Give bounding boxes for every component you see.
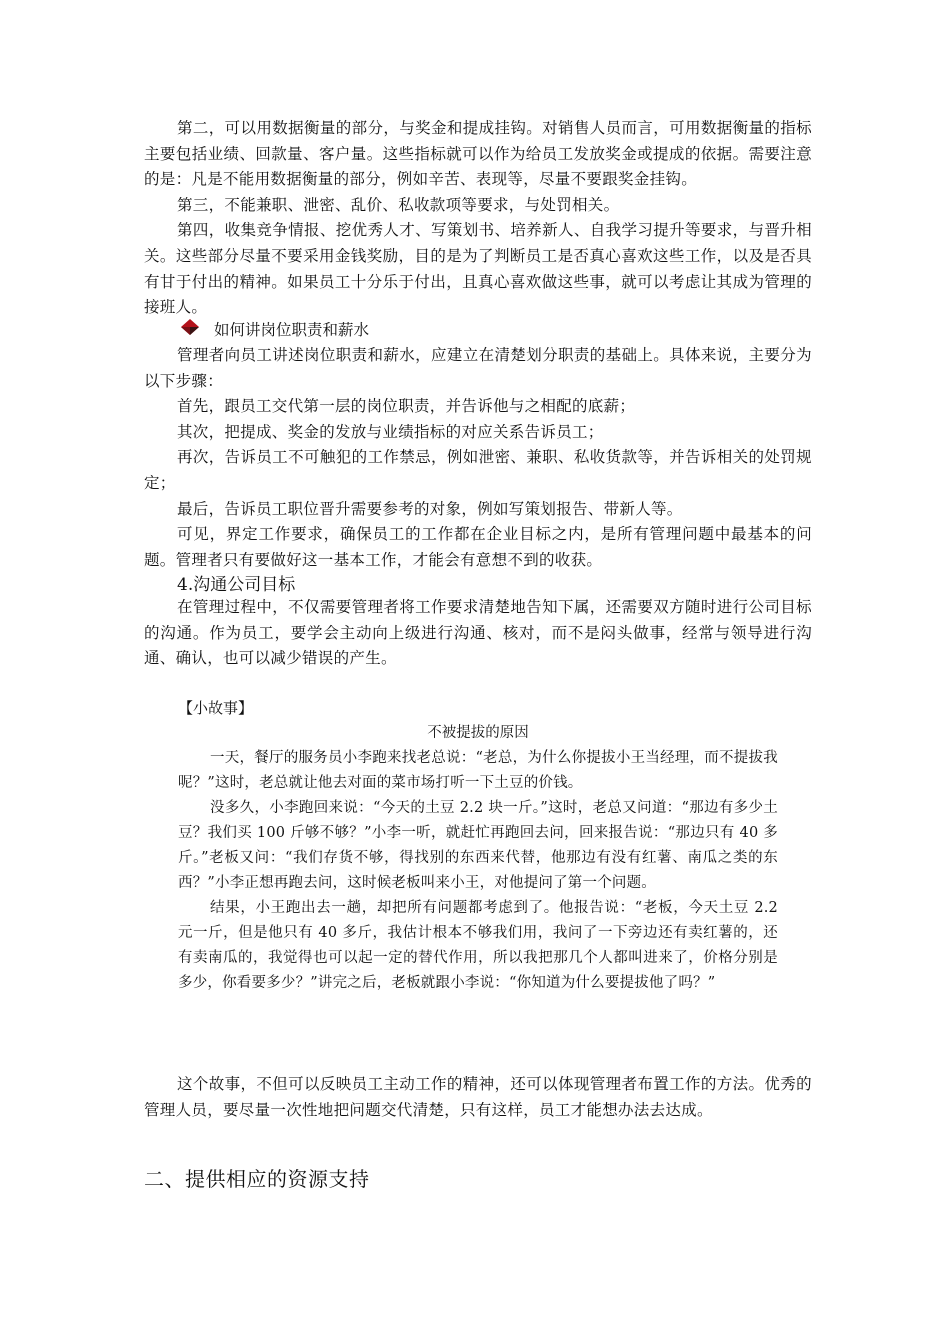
mid-paragraphs [144, 343, 812, 573]
story-paragraph-3: 结果，小王跑出去一趟，却把所有问题都考虑到了。他报告说：“老板，今天土豆 2.2 元一斤，但是他只有 40 多斤，我估计根本不够我们用，我问了一下旁边还有卖红薯的，还有卖南瓜的，我觉得也可以起一定的替代作用，所以我把那几个人都叫进来了，价格分别是多少，你看要多少？”讲完之后，老板就跟小李说：“你知道为什么要提拔他了吗？” [178, 900, 778, 991]
paragraph-step-last: 最后，告诉员工职位晋升需要参考的对象，例如写策划报告、带新人等。 [177, 499, 683, 518]
bullet-heading-text: 如何讲岗位职责和薪水 [214, 321, 370, 339]
paragraph-step-second: 其次，把提成、奖金的发放与业绩指标的对应关系告诉员工； [177, 422, 604, 441]
paragraph-conclusion: 可见，界定工作要求，确保员工的工作都在企业目标之内，是所有管理问题中最基本的问题。管理者只有要做好这一基本工作，才能会有意想不到的收获。 [144, 525, 812, 569]
paragraph-step-first: 首先，跟员工交代第一层的岗位职责，并告诉他与之相配的底薪； [177, 397, 636, 416]
top-paragraphs [144, 116, 812, 321]
paragraph-2nd-point: 第二，可以用数据衡量的部分，与奖金和提成挂钩。对销售人员而言，可用数据衡量的指标主要包括业绩、回款量、客户量。这些指标就可以作为给员工发放奖金或提成的依据。需要注意的是：凡是不能用数据衡量的部分，例如辛苦、表现等，尽量不要跟奖金挂钩。 [144, 119, 812, 189]
story-title: 不被提拔的原因 [427, 725, 529, 741]
story-label: 【小故事】 [178, 699, 254, 717]
paragraph-step-third: 再次，告诉员工不可触犯的工作禁忌，例如泄密、兼职、私收货款等，并告诉相关的处罚规定； [144, 448, 812, 492]
section-4-heading: 4.沟通公司目标 [177, 575, 296, 595]
story-paragraph-2: 没多久，小李跑回来说：“今天的土豆 2.2 块一斤。”这时，老总又问道：“那边有多少土豆？我们买 100 斤够不够？”小李一听，就赶忙再跑回去问，回来报告说：“那边只有 40 多斤。”老板又问：“我们存货不够，得找别的东西来代替，他那边有没有红薯、南瓜之类的东西？”小李正想再跑去问，这时候老板叫来小王，对他提问了第一个问题。 [178, 800, 778, 891]
paragraph-section-4: 在管理过程中，不仅需要管理者将工作要求清楚地告知下属，还需要双方随时进行公司目标的沟通。作为员工，要学会主动向上级进行沟通、核对，而不是闷头做事，经常与领导进行沟通、确认，也可以减少错误的产生。 [144, 598, 812, 668]
bullet-heading [180, 318, 369, 340]
paragraph-after-story: 这个故事，不但可以反映员工主动工作的精神，还可以体现管理者布置工作的方法。优秀的管理人员，要尽量一次性地把问题交代清楚，只有这样，员工才能想办法去达成。 [144, 1075, 812, 1119]
paragraph-3rd-point: 第三，不能兼职、泄密、乱价、私收款项等要求，与处罚相关。 [177, 195, 620, 214]
after-story [144, 1072, 812, 1123]
paragraph-intro-steps: 管理者向员工讲述岗位职责和薪水，应建立在清楚划分职责的基础上。具体来说，主要分为以下步骤： [144, 346, 812, 390]
paragraph-4th-point: 第四，收集竞争情报、挖优秀人才、写策划书、培养新人、自我学习提升等要求，与晋升相关。这些部分尽量不要采用金钱奖励，目的是为了判断员工是否真心喜欢这些工作，以及是否具有甘于付出的精神。如果员工十分乐于付出，且真心喜欢做这些事，就可以考虑让其成为管理的接班人。 [144, 221, 812, 317]
story-paragraph-1: 一天，餐厅的服务员小李跑来找老总说：“老总，为什么你提拔小王当经理，而不提拔我呢？”这时，老总就让他去对面的菜市场打听一下土豆的价钱。 [178, 750, 778, 791]
section-4-body [144, 595, 812, 672]
story-body [178, 746, 778, 996]
section-2-heading: 二、提供相应的资源支持 [144, 1167, 370, 1191]
diamond-arrow-bullet-icon [180, 318, 214, 340]
